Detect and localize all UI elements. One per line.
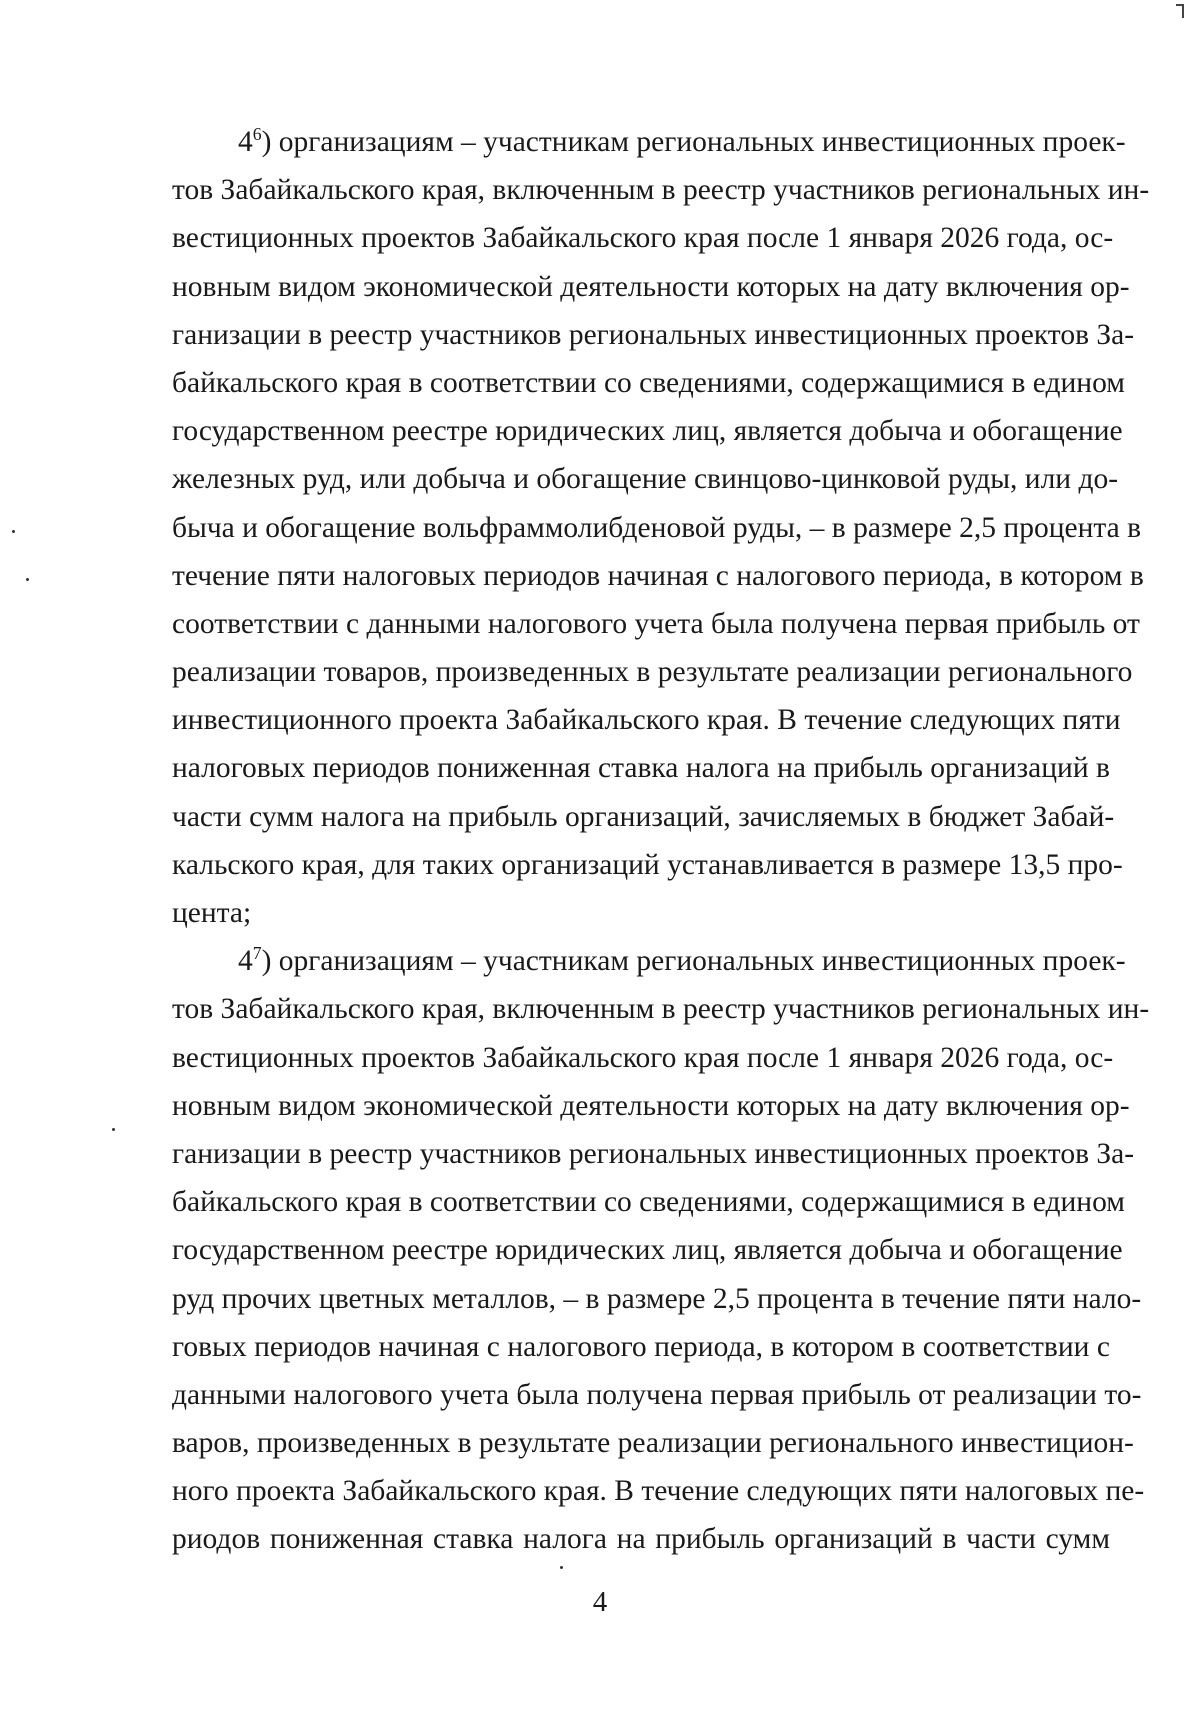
- text-line: налоговых периодов пониженная ставка налога на прибыль организаций в: [172, 752, 1110, 785]
- line-text: ) организациям – участникам региональных инвестиционных проек-: [261, 945, 1126, 978]
- text-line: байкальского края в соответствии со сведениями, содержащимися в едином: [172, 366, 1125, 399]
- text-line: течение пяти налоговых периодов начиная с налогового периода, в котором в: [172, 559, 1144, 592]
- item-number-superscript: 6: [252, 124, 262, 145]
- text-line: быча и обогащение вольфраммолибденовой руды, – в размере 2,5 процента в: [172, 511, 1142, 544]
- text-line: инвестиционного проекта Забайкальского края. В течение следующих пяти: [172, 704, 1121, 737]
- text-line: [172, 118, 1126, 166]
- item-number: $4^6$: [238, 124, 262, 158]
- scan-corner-mark: [1176, 4, 1184, 18]
- text-line: вестиционных проектов Забайкальского края после 1 января 2026 года, ос-: [172, 222, 1114, 255]
- paragraph-4-6: [172, 118, 1150, 937]
- page-number: 4: [592, 1586, 608, 1618]
- scan-dot: [560, 1566, 563, 1569]
- scan-dot: [26, 578, 29, 581]
- text-line: реализации товаров, произведенных в результате реализации регионального: [172, 656, 1133, 689]
- paragraph-4-7: [172, 937, 1150, 1563]
- text-line: государственном реестре юридических лиц, является добыча и обогащение: [172, 1234, 1123, 1267]
- text-line: вестиционных проектов Забайкальского края после 1 января 2026 года, ос-: [172, 1041, 1114, 1074]
- text-line: ганизации в реестр участников региональных инвестиционных проектов За-: [172, 318, 1135, 351]
- text-line: руд прочих цветных металлов, – в размере 2,5 процента в течение пяти нало-: [172, 1282, 1142, 1315]
- text-line: данными налогового учета была получена первая прибыль от реализации то-: [172, 1378, 1142, 1411]
- item-number: $4^7$: [238, 943, 262, 978]
- text-line: байкальского края в соответствии со сведениями, содержащимися в едином: [172, 1186, 1125, 1219]
- text-line: риодов пониженная ставка налога на прибыль организаций в части сумм: [172, 1523, 1110, 1556]
- line-text: ) организациям – участникам региональных инвестиционных проек-: [261, 126, 1126, 158]
- text-line: новным видом экономической деятельности которых на дату включения ор-: [172, 270, 1130, 303]
- text-line: тов Забайкальского края, включенным в реестр участников региональных ин-: [172, 174, 1150, 207]
- item-number-superscript: 7: [252, 943, 262, 964]
- document-body: [172, 118, 1150, 1564]
- text-line: варов, произведенных в результате реализации регионального инвестицион-: [172, 1427, 1134, 1460]
- text-line: говых периодов начиная с налогового периода, в котором в соответствии с: [172, 1330, 1110, 1363]
- text-line: тов Забайкальского края, включенным в реестр участников региональных ин-: [172, 993, 1150, 1026]
- scan-dot: [12, 530, 15, 533]
- text-line: новным видом экономической деятельности которых на дату включения ор-: [172, 1089, 1130, 1122]
- text-line: цента;: [172, 897, 252, 929]
- text-line: государственном реестре юридических лиц, является добыча и обогащение: [172, 415, 1123, 448]
- text-line: части сумм налога на прибыль организаций, зачисляемых в бюджет Забай-: [172, 800, 1115, 833]
- text-line: железных руд, или добыча и обогащение свинцово-цинковой руды, или до-: [172, 463, 1119, 496]
- text-line: кальского края, для таких организаций устанавливается в размере 13,5 про-: [172, 848, 1123, 881]
- text-line: соответствии с данными налогового учета была получена первая прибыль от: [172, 607, 1140, 640]
- text-line: ганизации в реестр участников региональных инвестиционных проектов За-: [172, 1137, 1135, 1170]
- text-line: [172, 937, 1126, 985]
- text-line: ного проекта Забайкальского края. В течение следующих пяти налоговых пе-: [172, 1475, 1145, 1508]
- scan-dot: [112, 1128, 115, 1131]
